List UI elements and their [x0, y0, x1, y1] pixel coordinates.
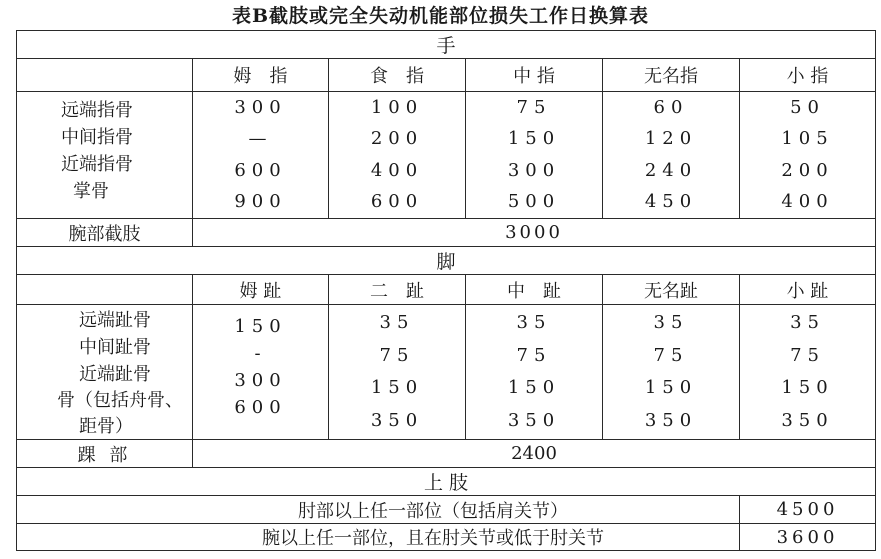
value-cell: 400	[370, 159, 424, 181]
upper-limb-value-1: 4500	[740, 496, 876, 524]
foot-values-fourth-toe	[603, 307, 739, 437]
foot-data-row	[17, 305, 876, 440]
conversion-table	[16, 30, 876, 551]
foot-column-header-row	[17, 275, 876, 305]
value-cell: 500	[507, 190, 561, 212]
row-label-proximal-phalanx: 近端指骨	[61, 154, 133, 175]
value-cell: -	[254, 343, 267, 364]
upper-limb-row-1	[17, 496, 876, 524]
ankle-row	[17, 440, 876, 468]
value-cell: 35	[379, 312, 415, 334]
upper-limb-value-2: 3600	[740, 524, 876, 551]
hand-corner-cell	[17, 59, 193, 92]
ankle-value: 2400	[193, 440, 876, 468]
row-label-tarsal-bone: 骨（包括舟骨、	[57, 390, 183, 411]
foot-row-labels	[57, 307, 192, 437]
value-cell: 300	[234, 97, 287, 119]
value-cell: 35	[790, 312, 825, 334]
value-cell: 600	[370, 190, 424, 212]
foot-col-little-toe: 小 趾	[740, 275, 876, 305]
value-cell: 75	[379, 344, 415, 366]
value-cell: 150	[781, 377, 834, 399]
row-label-distal-phalanx: 远端指骨	[61, 100, 133, 121]
value-cell: 75	[790, 344, 825, 366]
value-cell: 150	[507, 128, 561, 150]
value-cell: 150	[370, 377, 424, 399]
foot-corner-cell	[17, 275, 193, 305]
value-cell: 900	[234, 190, 287, 212]
upper-limb-row-2	[17, 524, 876, 551]
value-cell: 150	[507, 377, 561, 399]
hand-section-header: 手	[17, 31, 876, 59]
hand-col-index: 食 指	[329, 59, 466, 92]
ankle-label: 踝 部	[17, 440, 193, 468]
value-cell: —	[248, 128, 273, 150]
foot-col-second-toe: 二 趾	[329, 275, 466, 305]
value-cell: 350	[644, 409, 698, 431]
wrist-value: 3000	[193, 219, 876, 247]
row-label-proximal-toe: 近端趾骨	[79, 364, 151, 385]
value-cell: 350	[370, 409, 424, 431]
hand-values-middle	[466, 93, 602, 218]
value-cell: 600	[234, 397, 287, 418]
value-cell: 240	[644, 159, 698, 181]
value-cell: 75	[653, 344, 689, 366]
wrist-label: 腕部截肢	[17, 219, 193, 247]
foot-col-big-toe: 姆 趾	[193, 275, 329, 305]
value-cell: 105	[781, 128, 834, 150]
value-cell: 400	[781, 190, 834, 212]
value-cell: 150	[234, 316, 287, 337]
upper-limb-label-1: 肘部以上任一部位（包括肩关节）	[17, 496, 740, 524]
row-label-talus: 距骨）	[79, 416, 133, 437]
hand-values-index	[329, 93, 465, 218]
value-cell: 100	[370, 97, 424, 119]
hand-col-middle: 中 指	[466, 59, 603, 92]
value-cell: 35	[516, 312, 552, 334]
hand-values-thumb	[193, 93, 328, 218]
foot-values-big-toe	[193, 313, 328, 431]
row-label-middle-toe: 中间趾骨	[79, 337, 151, 358]
foot-col-fourth-toe: 无名趾	[603, 275, 740, 305]
hand-col-ring: 无名指	[603, 59, 740, 92]
table-title: 表B截肢或完全失动机能部位损失工作日换算表	[231, 5, 650, 27]
value-cell: 350	[781, 409, 834, 431]
foot-section-header: 脚	[17, 247, 876, 275]
hand-data-row	[17, 92, 876, 219]
value-cell: 350	[507, 409, 561, 431]
value-cell: 35	[653, 312, 689, 334]
value-cell: 150	[644, 377, 698, 399]
row-label-metacarpal: 掌骨	[73, 181, 109, 202]
value-cell: 300	[507, 159, 561, 181]
value-cell: 50	[790, 97, 825, 119]
hand-values-little	[740, 93, 875, 218]
value-cell: 200	[781, 159, 834, 181]
value-cell: 450	[644, 190, 698, 212]
value-cell: 75	[516, 97, 552, 119]
row-label-distal-toe: 远端趾骨	[79, 310, 151, 331]
hand-column-header-row	[17, 59, 876, 92]
foot-values-little-toe	[740, 307, 875, 437]
value-cell: 200	[370, 128, 424, 150]
upper-limb-label-2: 腕以上任一部位，且在肘关节或低于肘关节	[17, 524, 740, 551]
value-cell: 120	[644, 128, 698, 150]
value-cell: 300	[234, 370, 287, 391]
upper-limb-section-header: 上 肢	[17, 468, 876, 496]
value-cell: 75	[516, 344, 552, 366]
value-cell: 60	[653, 97, 689, 119]
foot-col-middle-toe: 中 趾	[466, 275, 603, 305]
row-label-middle-phalanx: 中间指骨	[61, 127, 133, 148]
value-cell: 600	[234, 159, 287, 181]
wrist-row	[17, 219, 876, 247]
hand-values-ring	[603, 93, 739, 218]
hand-col-thumb: 姆 指	[193, 59, 329, 92]
hand-row-labels	[61, 96, 192, 214]
hand-col-little: 小 指	[740, 59, 876, 92]
foot-values-second-toe	[329, 307, 465, 437]
foot-values-middle-toe	[466, 307, 602, 437]
